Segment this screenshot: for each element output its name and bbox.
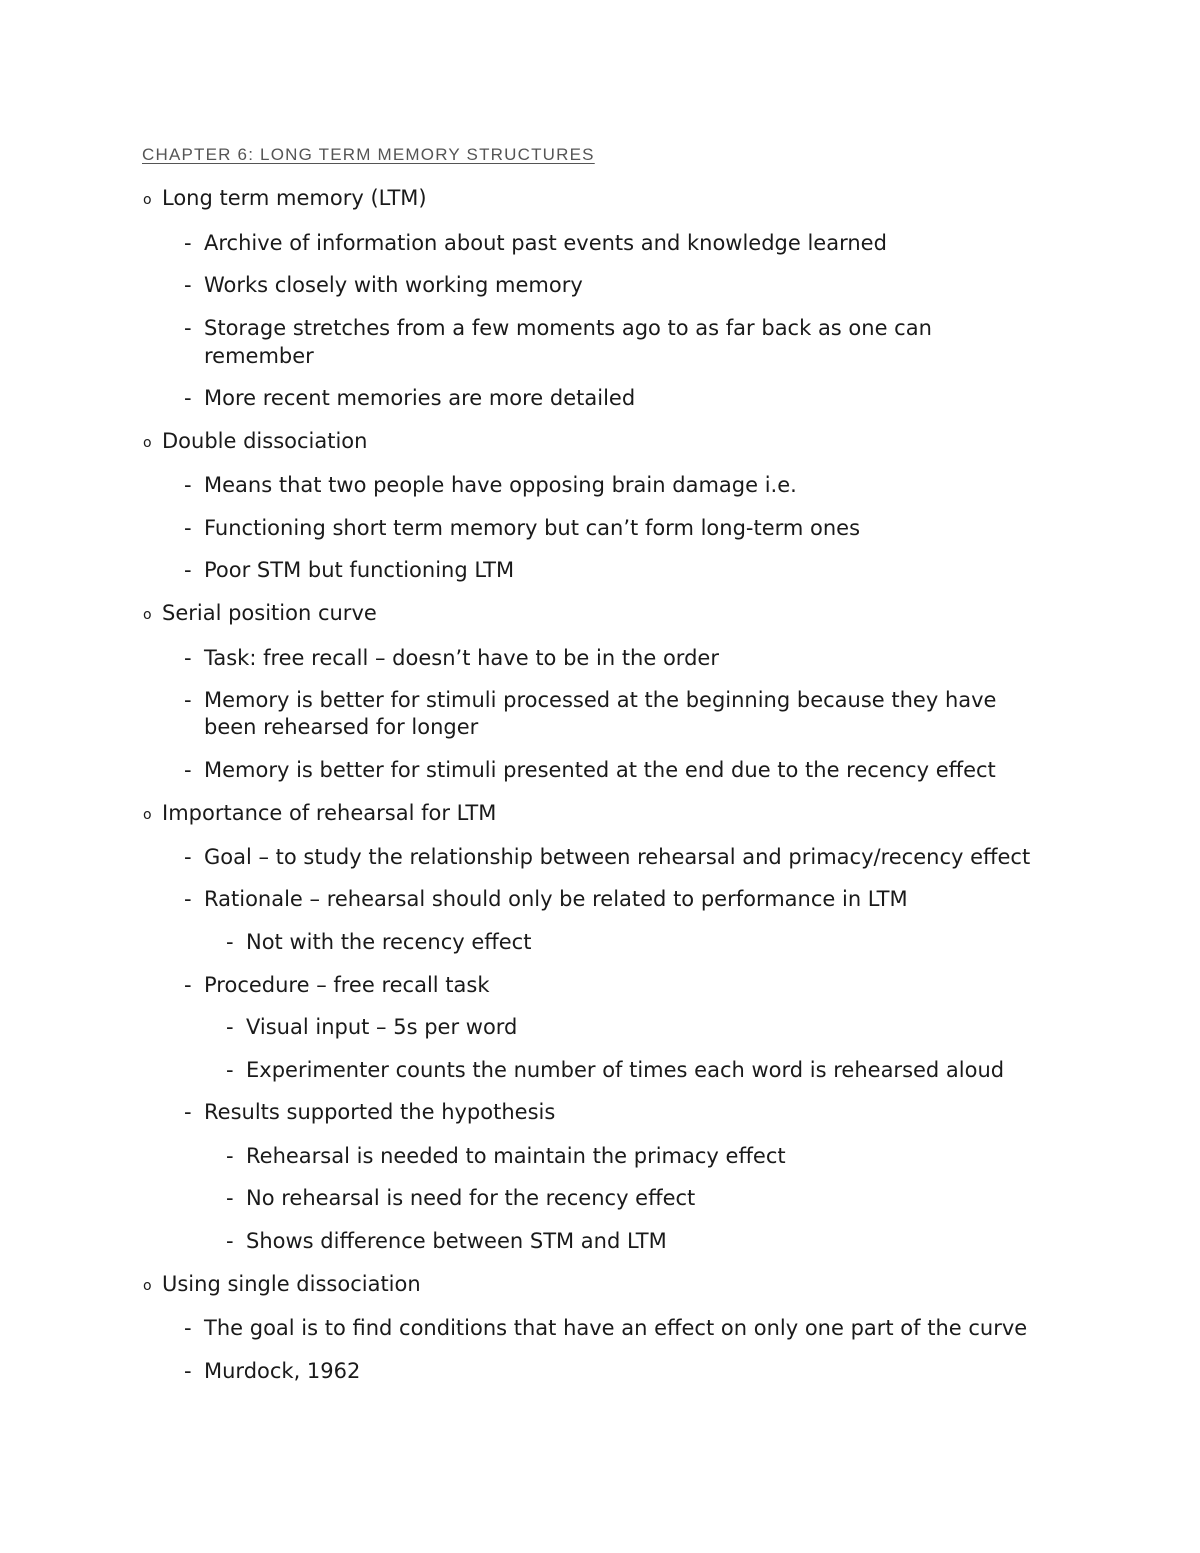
list-item: The goal is to find conditions that have an effect on only one part of the curve — [204, 1316, 1028, 1340]
dash-icon: - — [184, 845, 192, 869]
list-subitem: Experimenter counts the number of times each word is rehearsed aloud — [246, 1058, 1005, 1082]
dash-icon: - — [226, 1144, 234, 1168]
dash-icon: - — [184, 273, 192, 297]
list-item: Poor STM but functioning LTM — [204, 558, 515, 582]
list-item: Procedure – free recall task — [204, 973, 490, 997]
dash-icon: - — [184, 473, 192, 497]
dash-icon: - — [184, 1100, 192, 1124]
list-item: Functioning short term memory but can’t form long-term ones — [204, 516, 861, 540]
dash-icon: - — [184, 887, 192, 911]
list-item: Rationale – rehearsal should only be related to performance in LTM — [204, 887, 908, 911]
list-item: Results supported the hypothesis — [204, 1100, 556, 1124]
bullet-icon: o — [143, 807, 152, 823]
list-subitem: Shows difference between STM and LTM — [246, 1229, 667, 1253]
list-item: Means that two people have opposing brain damage i.e. — [204, 473, 797, 497]
list-item: More recent memories are more detailed — [204, 386, 636, 410]
dash-icon: - — [184, 646, 192, 670]
dash-icon: - — [226, 1015, 234, 1039]
bullet-icon: o — [143, 1278, 152, 1294]
dash-icon: - — [184, 973, 192, 997]
section-heading: Long term memory (LTM) — [162, 186, 427, 210]
list-item: Murdock, 1962 — [204, 1359, 361, 1383]
dash-icon: - — [184, 758, 192, 782]
dash-icon: - — [184, 688, 192, 712]
section-heading: Importance of rehearsal for LTM — [162, 801, 497, 825]
section-heading: Using single dissociation — [162, 1272, 421, 1296]
list-item: Task: free recall – doesn’t have to be in the order — [204, 646, 719, 670]
bullet-icon: o — [143, 607, 152, 623]
list-item: Archive of information about past events and knowledge learned — [204, 231, 887, 255]
dash-icon: - — [184, 386, 192, 410]
dash-icon: - — [184, 516, 192, 540]
list-item: Memory is better for stimuli processed at the beginning because they have — [204, 688, 997, 712]
section-heading: Serial position curve — [162, 601, 377, 625]
bullet-icon: o — [143, 192, 152, 208]
list-subitem: No rehearsal is need for the recency effect — [246, 1186, 696, 1210]
list-item: Memory is better for stimuli presented at the end due to the recency effect — [204, 758, 996, 782]
list-item: Works closely with working memory — [204, 273, 583, 297]
list-subitem: Visual input – 5s per word — [246, 1015, 518, 1039]
list-item: Storage stretches from a few moments ago to as far back as one can — [204, 316, 932, 340]
dash-icon: - — [184, 231, 192, 255]
list-subitem: Not with the recency effect — [246, 930, 532, 954]
bullet-icon: o — [143, 435, 152, 451]
list-item: Goal – to study the relationship between rehearsal and primacy/recency effect — [204, 845, 1031, 869]
section-heading: Double dissociation — [162, 429, 368, 453]
dash-icon: - — [184, 1359, 192, 1383]
dash-icon: - — [226, 1058, 234, 1082]
list-subitem: Rehearsal is needed to maintain the primacy effect — [246, 1144, 786, 1168]
page-title: CHAPTER 6: LONG TERM MEMORY STRUCTURES — [142, 145, 595, 164]
dash-icon: - — [184, 1316, 192, 1340]
dash-icon: - — [226, 930, 234, 954]
dash-icon: - — [226, 1186, 234, 1210]
dash-icon: - — [226, 1229, 234, 1253]
list-item-continuation: remember — [204, 344, 314, 368]
dash-icon: - — [184, 316, 192, 340]
dash-icon: - — [184, 558, 192, 582]
list-item-continuation: been rehearsed for longer — [204, 715, 479, 739]
